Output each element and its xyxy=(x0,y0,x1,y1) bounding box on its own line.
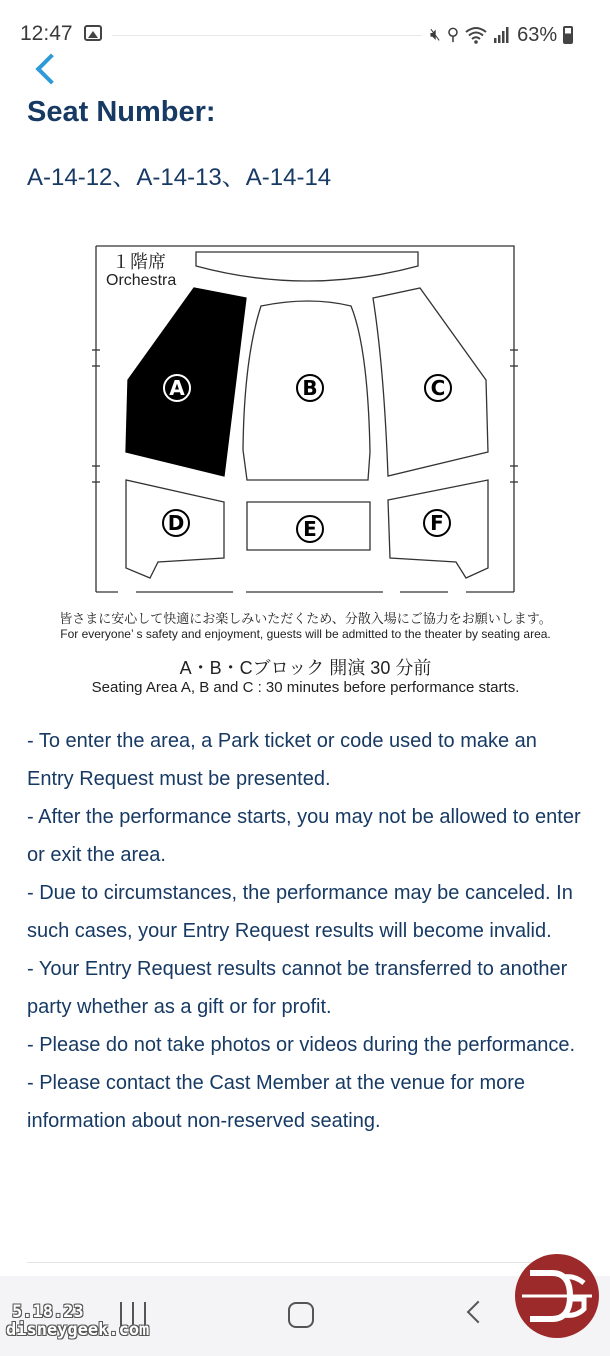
note-item: - Please do not take photos or videos during the performance. xyxy=(27,1034,576,1056)
watermark-site: disneygeek.com xyxy=(6,1320,150,1340)
mute-icon: 🔇︎ xyxy=(430,25,441,45)
status-time: 12:47 xyxy=(20,22,73,45)
floor-label-jp: １階席 xyxy=(112,252,166,272)
chevron-left-icon xyxy=(35,53,66,84)
note-item: - To enter the area, a Park ticket or code used to make an Entry Request must be presented. xyxy=(27,730,537,790)
seat-numbers: A-14-12、A-14-13、A-14-14 xyxy=(27,164,332,191)
note-item: - Please contact the Cast Member at the venue for more information about non-reserved seating. xyxy=(27,1072,526,1132)
divider xyxy=(27,1262,583,1263)
entry-timing-jp: A・B・Cブロック 開演 30 分前 xyxy=(179,658,432,678)
back-icon[interactable] xyxy=(467,1301,490,1324)
status-divider xyxy=(112,35,422,36)
entry-notice-en: For everyone’ s safety and enjoyment, guests will be admitted to the theater by seating area. xyxy=(60,627,551,641)
block-label-a: A xyxy=(169,376,185,400)
gallery-icon xyxy=(84,25,102,41)
home-icon[interactable] xyxy=(288,1302,314,1328)
wifi-icon xyxy=(465,26,487,44)
stage xyxy=(196,252,418,281)
block-label-f: F xyxy=(430,511,444,535)
status-icons xyxy=(430,22,573,48)
battery-percent: 63% xyxy=(517,23,558,46)
seat-map-drawing xyxy=(28,238,583,608)
dg-logo xyxy=(512,1253,602,1339)
note-item: - After the performance starts, you may not be allowed to enter or exit the area. xyxy=(27,806,581,866)
page-title: Seat Number: xyxy=(27,96,216,128)
status-bar xyxy=(0,0,610,70)
block-label-e: E xyxy=(303,517,317,541)
watermark-date: 5.18.23 xyxy=(12,1302,84,1322)
entry-timing-en: Seating Area A, B and C : 30 minutes before performance starts. xyxy=(91,679,520,696)
block-label-b: B xyxy=(302,376,318,400)
block-label-c: C xyxy=(430,376,446,400)
block-label-d: D xyxy=(167,511,185,535)
seat-map xyxy=(28,238,583,700)
entry-notes xyxy=(27,722,587,1140)
location-icon: ⚲ xyxy=(446,25,460,45)
entry-notice-jp: 皆さまに安心して快適にお楽しみいただくため、分散入場にご協力をお願いします。 xyxy=(59,611,552,626)
battery-icon xyxy=(563,26,573,44)
back-button[interactable] xyxy=(30,52,66,92)
note-item: - Due to circumstances, the performance may be canceled. In such cases, your Entry Request results will become invalid. xyxy=(27,882,573,942)
floor-label-en: Orchestra xyxy=(106,272,177,289)
note-item: - Your Entry Request results cannot be transferred to another party whether as a gift or for profit. xyxy=(27,958,568,1018)
signal-icon xyxy=(493,26,511,44)
